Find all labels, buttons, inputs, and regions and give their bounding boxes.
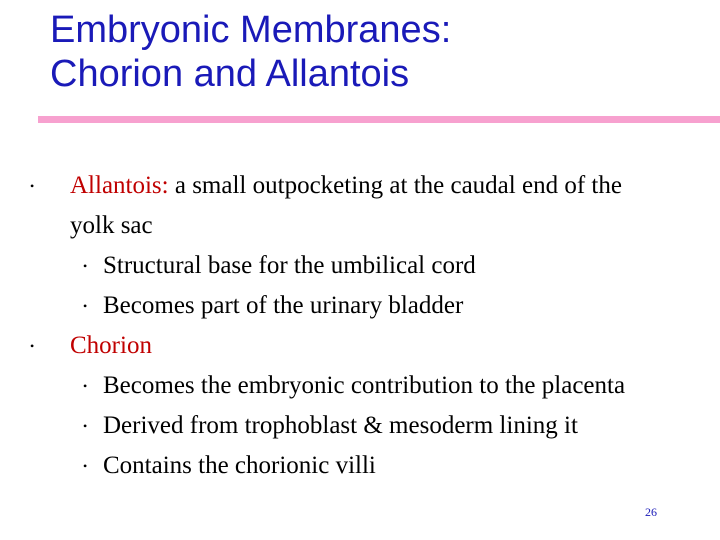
sub-bullet [0, 366, 720, 406]
title-underline-rule [38, 116, 720, 123]
term-chorion: Chorion [70, 332, 152, 359]
bullet-dot-icon: • [83, 379, 88, 393]
bullet-list [0, 166, 720, 486]
allantois-definition-continued: yolk sac [70, 212, 153, 239]
sub-bullet [0, 246, 720, 286]
bullet-dot-icon: • [83, 299, 88, 313]
allantois-definition: a small outpocketing at the caudal end of the [174, 172, 622, 199]
bullet-chorion [0, 326, 720, 366]
bullet-dot-icon: • [30, 179, 35, 193]
bullet-allantois [0, 166, 720, 246]
bullet-dot-icon: • [83, 459, 88, 473]
title-line-2: Chorion and Allantois [50, 53, 410, 95]
sub-bullet-text: Becomes the embryonic contribution to the placenta [103, 372, 626, 399]
page-number: 26 [645, 505, 657, 519]
bullet-dot-icon: • [83, 259, 88, 273]
slide-title [50, 8, 690, 96]
bullet-dot-icon: • [83, 419, 88, 433]
sub-bullet-text: Structural base for the umbilical cord [103, 252, 476, 279]
sub-bullet [0, 446, 720, 486]
sub-bullet-text: Contains the chorionic villi [103, 452, 376, 479]
term-allantois: Allantois: [70, 172, 169, 199]
sub-bullet-text: Derived from trophoblast & mesoderm lining it [103, 412, 578, 439]
sub-bullet [0, 406, 720, 446]
sub-bullet-text: Becomes part of the urinary bladder [103, 292, 464, 319]
title-line-1: Embryonic Membranes: [50, 9, 452, 51]
bullet-dot-icon: • [30, 339, 35, 353]
sub-bullet [0, 286, 720, 326]
